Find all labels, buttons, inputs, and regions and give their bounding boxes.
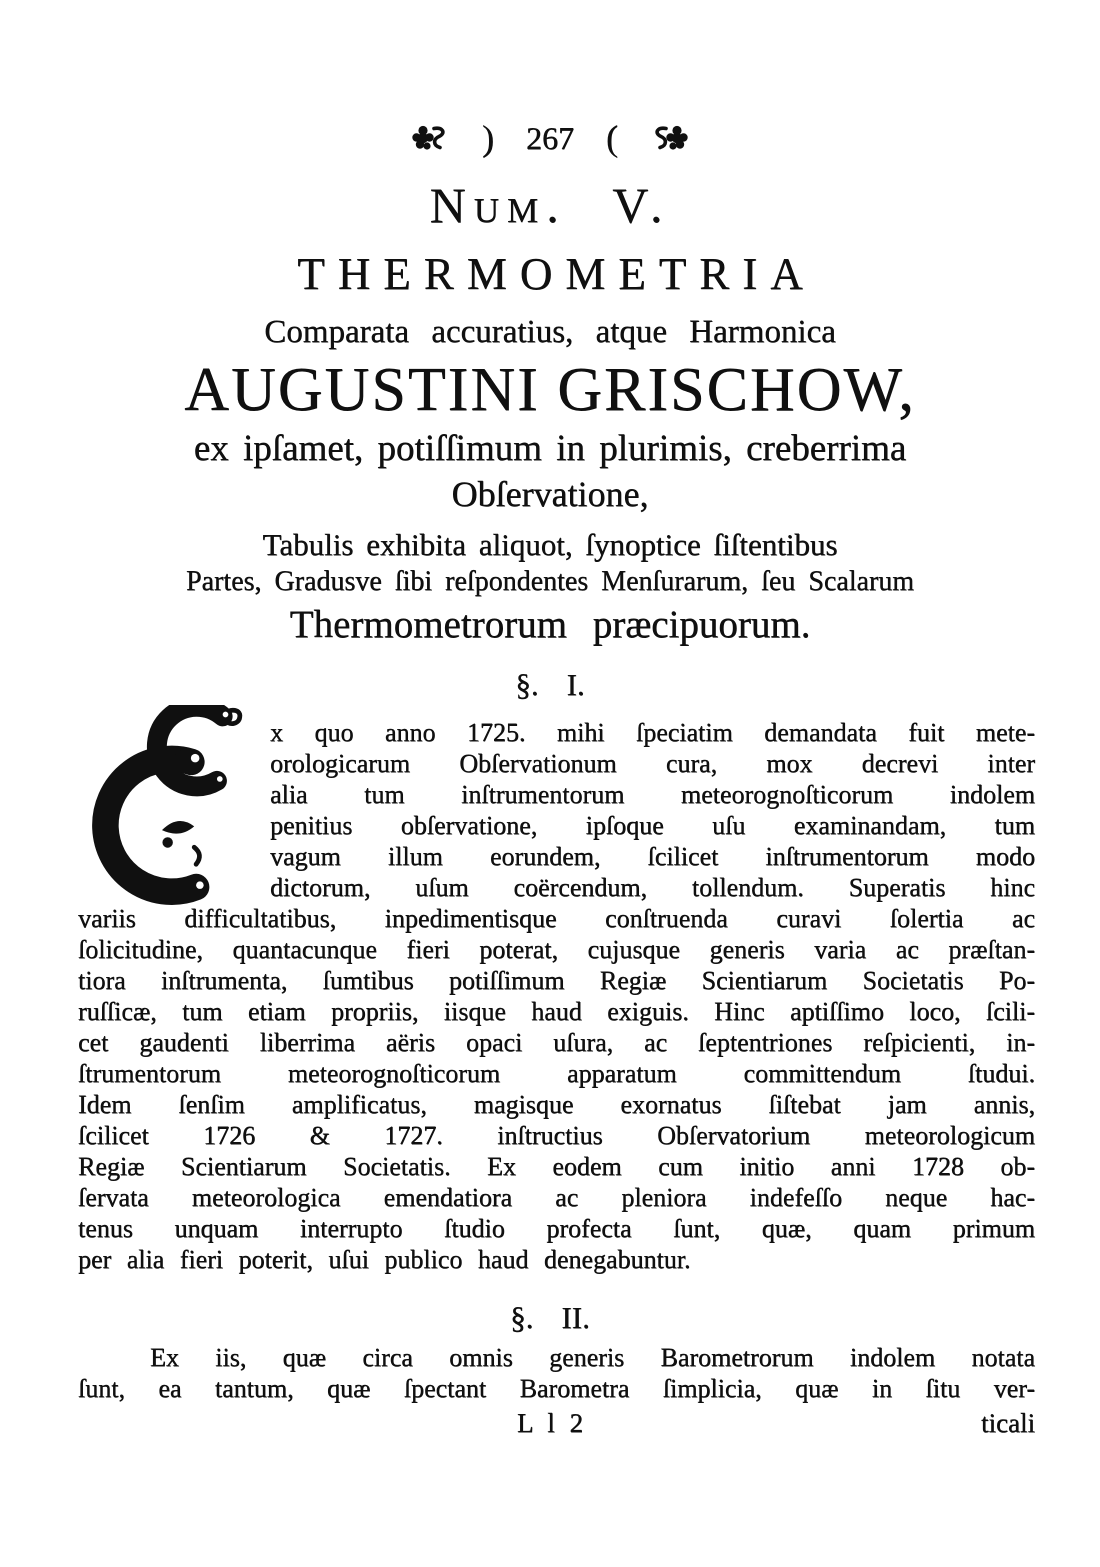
text-line: Idem ſenſim amplificatus, magisque exornatus ſiſtebat jam annis, (78, 1090, 1035, 1119)
text-line: variis difficultatibus, inpedimentisque conſtruenda curavi ſolertia ac (78, 904, 1035, 933)
page-title: THERMOMETRIA (297, 249, 816, 299)
text-line: penitius obſervatione, ipſoque uſu examinandam, tum (270, 811, 1035, 840)
fleuron-icon (650, 120, 690, 157)
paragraph-section-1 (78, 717, 1035, 1275)
section-heading-1 (0, 666, 1100, 703)
catchword: ticali (981, 1408, 1035, 1438)
running-head (0, 118, 1100, 158)
section-heading-2 (0, 1299, 1100, 1336)
fleuron-icon (410, 120, 450, 157)
text-line: tiora inſtrumenta, ſumtibus potiſſimum Regiæ Scientiarum Societatis Po- (78, 966, 1035, 995)
ornamental-drop-cap-E (78, 717, 270, 903)
text-line: x quo anno 1725. mihi ſpeciatim demandata fuit mete- (270, 718, 1035, 747)
text-line: ſunt, ea tantum, quæ ſpectant Barometra ſimplicia, quæ in ſitu ver- (78, 1374, 1035, 1403)
subtitle-partes: Partes, Gradusve ſibi reſpondentes Menſurarum, ſeu Scalarum (185, 566, 915, 597)
text-line: orologicarum Obſervationum cura, mox decrevi inter (270, 749, 1035, 778)
text-line: alia tum inſtrumentorum meteorognoſticorum indolem (270, 780, 1035, 809)
text-line: ſolicitudine, quantacunque fieri poterat, cujusque generis varia ac præſtan- (78, 935, 1035, 964)
section-mark: §. (515, 667, 539, 702)
section-numeral: II. (561, 1300, 590, 1335)
text-line: cet gaudenti liberrima aëris opaci uſura, ac ſeptentriones reſpicienti, in- (78, 1028, 1035, 1057)
text-line: vagum illum eorundem, ſcilicet inſtrumentorum modo (270, 842, 1035, 871)
text-line: Regiæ Scientiarum Societatis. Ex eodem cum initio anni 1728 ob- (78, 1152, 1035, 1181)
text-line: dictorum, uſum coërcendum, tollendum. Superatis hinc (270, 873, 1035, 902)
text-line: tenus unquam interrupto ſtudio profecta ſunt, quæ, quam primum (78, 1214, 1035, 1243)
section-mark: §. (510, 1300, 534, 1335)
page-number-open-bracket: ) (482, 118, 494, 158)
section-numeral: I. (566, 667, 585, 702)
number-heading: Num. V. (429, 177, 671, 233)
text-line: per alia fieri poterit, uſui publico haud denegabuntur. (78, 1245, 691, 1274)
subtitle-comparata: Comparata accuratius, atque Harmonica (264, 314, 836, 350)
subtitle-observatione: Obſervatione, (451, 474, 649, 514)
signature-mark: L l 2 (517, 1408, 583, 1438)
page-number-close-bracket: ( (606, 118, 618, 158)
subtitle-tabulis: Tabulis exhibita aliquot, ſynoptice ſiſtentibus (262, 527, 838, 562)
text-line: ruſſicæ, tum etiam propriis, iisque haud exiguis. Hinc aptiſſimo loco, ſcili- (78, 997, 1035, 1026)
paragraph-section-2 (78, 1342, 1035, 1404)
author-name: AUGUSTINI GRISCHOW, (184, 356, 916, 424)
subtitle-ex-ipsamet: ex ipſamet, potiſſimum in plurimis, creberrima (193, 428, 907, 469)
subtitle-thermometrorum: Thermometrorum præcipuorum. (289, 603, 811, 646)
text-line: Ex iis, quæ circa omnis generis Barometrorum indolem notata (150, 1343, 1035, 1372)
page-number: 267 (526, 120, 574, 156)
page-footer (0, 1406, 1100, 1440)
text-line: ſcilicet 1726 & 1727. inſtructius Obſervatorium meteorologicum (78, 1121, 1035, 1150)
text-line: ſervata meteorologica emendatiora ac pleniora indefeſſo neque hac- (78, 1183, 1035, 1212)
text-line: ſtrumentorum meteorognoſticorum apparatum committendum ſtudui. (78, 1059, 1035, 1088)
